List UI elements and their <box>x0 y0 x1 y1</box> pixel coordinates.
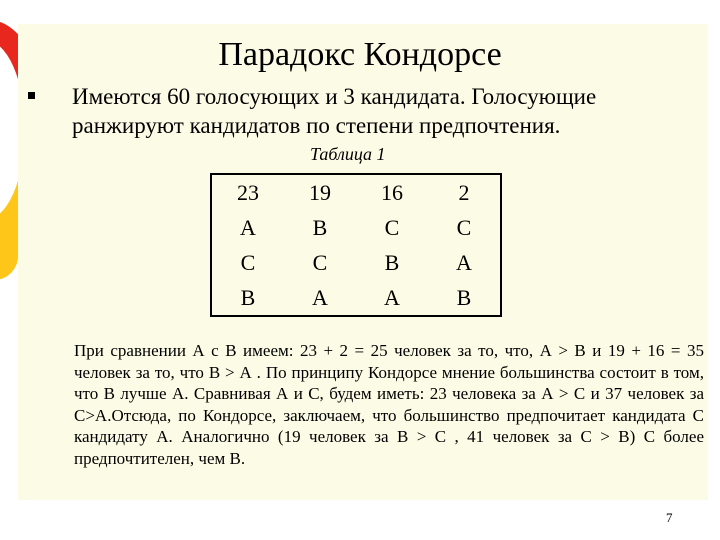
table-cell: 16 <box>381 179 403 205</box>
table-cell: 2 <box>458 179 470 205</box>
table-cell: A <box>384 284 400 310</box>
table-cell: 19 <box>309 179 331 205</box>
table-cell: B <box>240 284 256 310</box>
table-cell: 23 <box>237 179 259 205</box>
table-cell: B <box>312 214 328 240</box>
table-caption: Таблица 1 <box>310 144 386 164</box>
table-cell: C <box>240 249 256 275</box>
table-cell: C <box>312 249 328 275</box>
table-cell: B <box>384 249 400 275</box>
explanation-text: При сравнении А с В имеем: 23 + 2 = 25 человек за то, что, А > В и 19 + 16 = 35 человек за то, что В > А . По принципу Кондорсе мнение большинства состоит в том, что В лучше А. Сравнивая А и С, будем иметь: 23 человека за А > С и 37 человек за С>А.Отсюда, по Кондорсе, заключаем, что большинство предпочитает кандидата С кандидату А. Аналогично (19 человек за В > С , 41 человек за С > В) С более предпочтителен, чем В. <box>74 341 704 468</box>
table-cell: A <box>456 249 472 275</box>
table-cell: C <box>456 214 472 240</box>
table-cell: C <box>384 214 400 240</box>
intro-text: Имеются 60 голосующих и 3 кандидата. Голосующие ранжируют кандидатов по степени предпочтения. <box>72 84 597 138</box>
slide-title: Парадокс Кондорсе <box>218 36 502 73</box>
table-cell: A <box>240 214 256 240</box>
bullet-square-icon <box>28 92 35 99</box>
table-cell: B <box>456 284 472 310</box>
page-number: 7 <box>666 510 673 525</box>
table-cell: A <box>312 284 328 310</box>
voting-table <box>210 173 502 317</box>
